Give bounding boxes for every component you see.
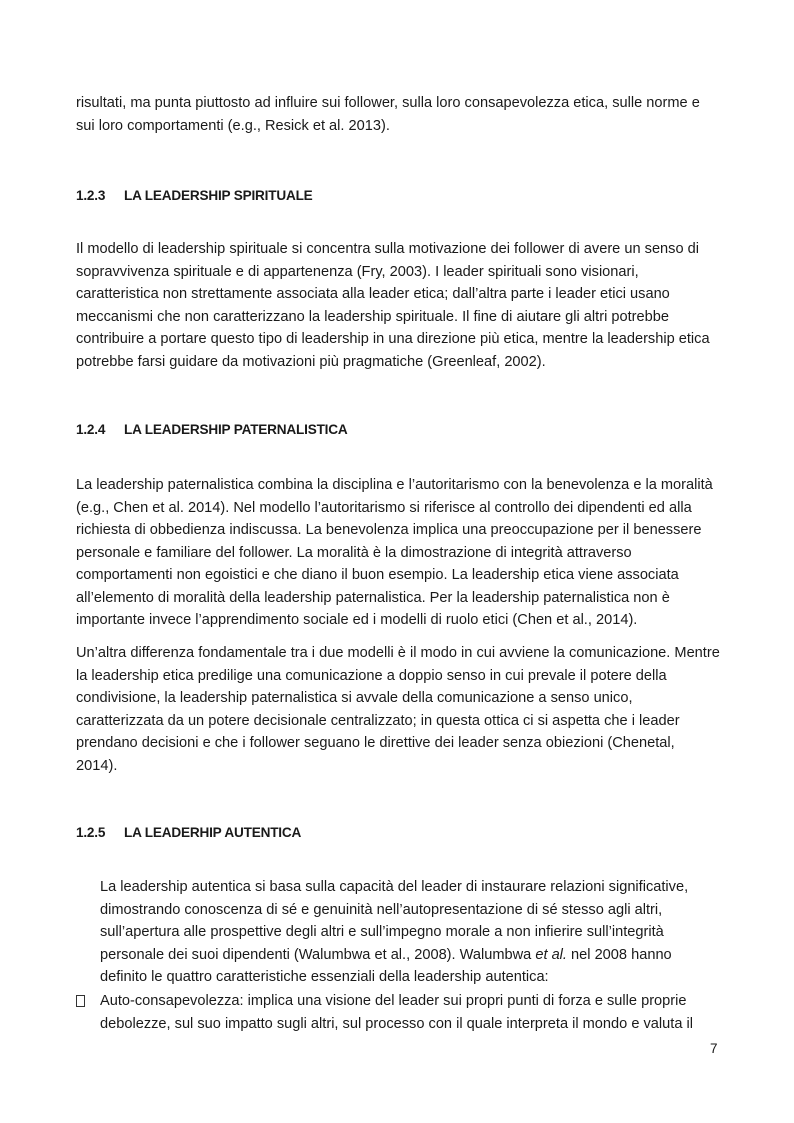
paragraph-text: risultati, ma punta piuttosto ad influire sui follower, sulla loro consapevolezza etica, sulle norme e sui loro comportamenti (e.g., Resick et al. 2013).	[76, 95, 700, 134]
autentica-paragraph	[100, 876, 720, 989]
spirituale-paragraph	[76, 238, 720, 373]
paragraph-text: Il modello di leadership spirituale si concentra sulla motivazione dei follower di avere un senso di sopravvivenza spirituale e di appartenenza (Fry, 2003). I leader spirituali sono visionari, caratteristica non strettamente associata alla leader etica; dall’altra parte i leader etici usano meccanismi che non caratterizzano la leadership spirituale. Il fine di aiutare gli altri potrebbe contribuire a portare questo tipo di leadership in una direzione più etica, mentre la leadership etica potrebbe farsi guidare da motivazioni più pragmatiche (Greenleaf, 2002).	[76, 241, 710, 370]
section-number: 1.2.5	[76, 825, 106, 840]
bullet-item	[76, 990, 720, 1035]
paternalistica-paragraph-1	[76, 474, 720, 632]
paragraph-text: Un’altra differenza fondamentale tra i due modelli è il modo in cui avviene la comunicazione. Mentre la leadership etica predilige una comunicazione a doppio senso in cui prevale il potere della condivisione, la leadership paternalistica si avvale della comunicazione a senso unico, caratterizzata da un potere decisionale centralizzato; in questa ottica ci si aspetta che i leader prendano decisioni e che i follower seguano le direttive dei leader senza obiezioni (Chenetal, 2014).	[76, 645, 720, 774]
section-heading-1-2-5	[76, 823, 720, 843]
bullet-text: Auto-consapevolezza: implica una visione del leader sui propri punti di forza e sulle proprie debolezze, sul suo impatto sugli altri, sul processo con il quale interpreta il mondo e valuta il	[100, 993, 693, 1032]
page-number: 7	[710, 1041, 718, 1056]
section-title: LA LEADERSHIP PATERNALISTICA	[124, 422, 348, 437]
paragraph-text-part: La leadership autentica si basa sulla capacità del leader di instaurare relazioni significative, dimostrando conoscenza di sé e genuinità nell’autopresentazione di sé stesso agli altri, sull’apertura alle prospettive degli altri e sull’impegno morale a non infierire sull’integrità personale dei suoi dipendenti (Walumbwa et al., 2008). Walumbwa	[100, 879, 689, 963]
section-title: LA LEADERSHIP SPIRITUALE	[124, 188, 313, 203]
section-number: 1.2.3	[76, 188, 106, 203]
paragraph-text: La leadership paternalistica combina la disciplina e l’autoritarismo con la benevolenza e la moralità (e.g., Chen et al. 2014). Nel modello l’autoritarismo si riferisce al controllo dei dipendenti ed alla richiesta di obbedienza indiscussa. La benevolenza implica una preoccupazione per il benessere personale e familiare del follower. La moralità è la dimostrazione di integrità attraverso comportamenti non egoistici e che diano il buon esempio. La leadership etica viene associata all’elemento di moralità della leadership paternalistica. Per la leadership paternalistica non è importante invece l’apprendimento sociale ed i modelli di ruolo etici (Chen et al., 2014).	[76, 477, 713, 628]
section-heading-1-2-4	[76, 420, 720, 440]
bullet-box-icon	[76, 995, 85, 1007]
italic-text: et al.	[535, 946, 567, 963]
paragraph-text	[100, 876, 720, 989]
section-number: 1.2.4	[76, 422, 106, 437]
paternalistica-paragraph-2	[76, 642, 720, 777]
intro-paragraph	[76, 92, 720, 137]
section-title: LA LEADERHIP AUTENTICA	[124, 825, 302, 840]
section-heading-1-2-3	[76, 186, 720, 206]
paragraph-text-part: nel 2008 hanno definito le quattro caratteristiche essenziali della leadership autentica:	[100, 946, 672, 985]
